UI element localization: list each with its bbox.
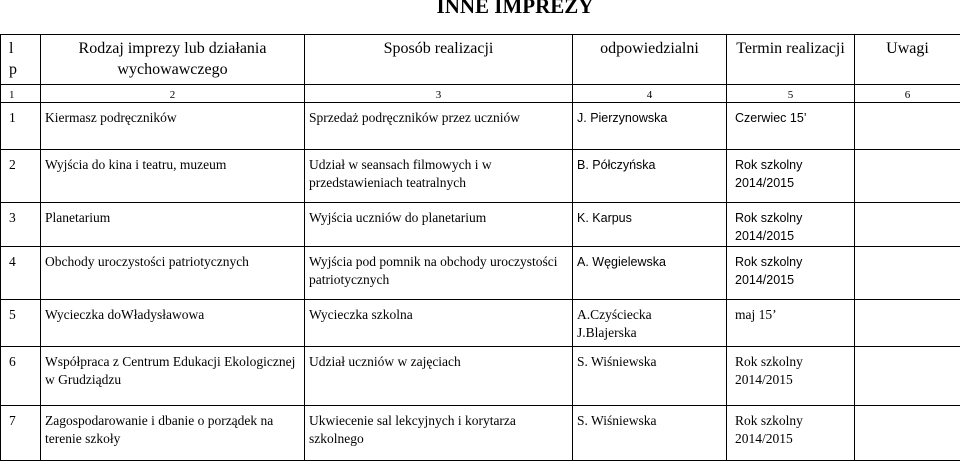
row-rodzaj: Obchody uroczystości patriotycznych	[41, 247, 305, 300]
row-termin	[727, 150, 855, 203]
row-sposob: Udział w seansach filmowych i w przedstawieniach teatralnych	[305, 150, 573, 203]
row-termin	[727, 247, 855, 300]
table-row	[1, 300, 960, 347]
row-termin	[727, 103, 855, 150]
column-number-row	[1, 85, 960, 103]
header-termin: Termin realizacji	[727, 35, 855, 85]
row-uwagi	[855, 406, 960, 461]
row-sposob: Wyjścia uczniów do planetarium	[305, 203, 573, 247]
row-termin-a: maj 15’	[735, 307, 777, 322]
row-number: 2	[1, 150, 41, 203]
row-sposob: Ukwiecenie sal lekcyjnych i korytarza szkolnego	[305, 406, 573, 461]
row-sposob: Wycieczka szkolna	[305, 300, 573, 347]
row-termin-b: 2014/2015	[735, 229, 795, 243]
column-number: 2	[41, 85, 305, 103]
row-termin-a: Rok szkolny	[735, 255, 803, 269]
row-termin-a: Rok szkolny	[735, 158, 803, 172]
row-odpowiedzialni-a: A.Czyściecka	[577, 307, 652, 322]
column-number: 5	[727, 85, 855, 103]
header-lp-l: l	[9, 40, 14, 57]
row-odpowiedzialni: K. Karpus	[573, 203, 727, 247]
row-number: 3	[1, 203, 41, 247]
page-title: INNE IMPREZY	[436, 0, 594, 18]
row-rodzaj: Kiermasz podręczników	[41, 103, 305, 150]
header-row	[1, 35, 960, 85]
row-rodzaj: Planetarium	[41, 203, 305, 247]
header-odpowiedzialni: odpowiedzialni	[573, 35, 727, 85]
table-row	[1, 406, 960, 461]
header-lp	[1, 35, 41, 85]
row-termin	[727, 406, 855, 461]
row-uwagi	[855, 103, 960, 150]
table-row	[1, 203, 960, 247]
row-odpowiedzialni-b: J.Blajerska	[577, 325, 637, 340]
row-odpowiedzialni: A. Węgielewska	[573, 247, 727, 300]
row-termin-b: 2014/2015	[735, 431, 793, 446]
row-termin	[727, 300, 855, 347]
row-termin-a: Czerwiec 15’	[735, 111, 807, 125]
row-rodzaj: Współpraca z Centrum Edukacji Ekologicznej w Grudziądzu	[41, 347, 305, 406]
table-row	[1, 347, 960, 406]
row-rodzaj: Wyjścia do kina i teatru, muzeum	[41, 150, 305, 203]
row-number: 6	[1, 347, 41, 406]
row-termin-a: Rok szkolny	[735, 211, 803, 225]
row-uwagi	[855, 203, 960, 247]
row-sposob: Sprzedaż podręczników przez uczniów	[305, 103, 573, 150]
table-row	[1, 150, 960, 203]
table-row	[1, 247, 960, 300]
row-uwagi	[855, 347, 960, 406]
row-termin-b: 2014/2015	[735, 372, 793, 387]
row-termin-a: Rok szkolny	[735, 413, 803, 428]
row-odpowiedzialni: S. Wiśniewska	[573, 347, 727, 406]
header-sposob: Sposób realizacji	[305, 35, 573, 85]
row-odpowiedzialni: J. Pierzynowska	[573, 103, 727, 150]
row-termin	[727, 203, 855, 247]
header-uwagi: Uwagi	[855, 35, 960, 85]
header-lp-p: p	[9, 61, 17, 78]
events-table	[0, 34, 960, 461]
column-number: 1	[1, 85, 41, 103]
row-uwagi	[855, 150, 960, 203]
row-sposob: Udział uczniów w zajęciach	[305, 347, 573, 406]
row-uwagi	[855, 247, 960, 300]
row-termin-b: 2014/2015	[735, 273, 795, 287]
row-number: 5	[1, 300, 41, 347]
row-rodzaj: Wycieczka doWładysławowa	[41, 300, 305, 347]
row-odpowiedzialni	[573, 300, 727, 347]
row-termin	[727, 347, 855, 406]
header-rodzaj: Rodzaj imprezy lub działania wychowawczego	[41, 35, 305, 85]
row-sposob: Wyjścia pod pomnik na obchody uroczystości patriotycznych	[305, 247, 573, 300]
row-termin-a: Rok szkolny	[735, 354, 803, 369]
row-number: 7	[1, 406, 41, 461]
column-number: 3	[305, 85, 573, 103]
row-number: 4	[1, 247, 41, 300]
row-number: 1	[1, 103, 41, 150]
row-termin-b: 2014/2015	[735, 176, 795, 190]
row-uwagi	[855, 300, 960, 347]
table-row	[1, 103, 960, 150]
row-rodzaj: Zagospodarowanie i dbanie o porządek na terenie szkoły	[41, 406, 305, 461]
row-odpowiedzialni: B. Półczyńska	[573, 150, 727, 203]
column-number: 6	[855, 85, 960, 103]
row-odpowiedzialni: S. Wiśniewska	[573, 406, 727, 461]
column-number: 4	[573, 85, 727, 103]
